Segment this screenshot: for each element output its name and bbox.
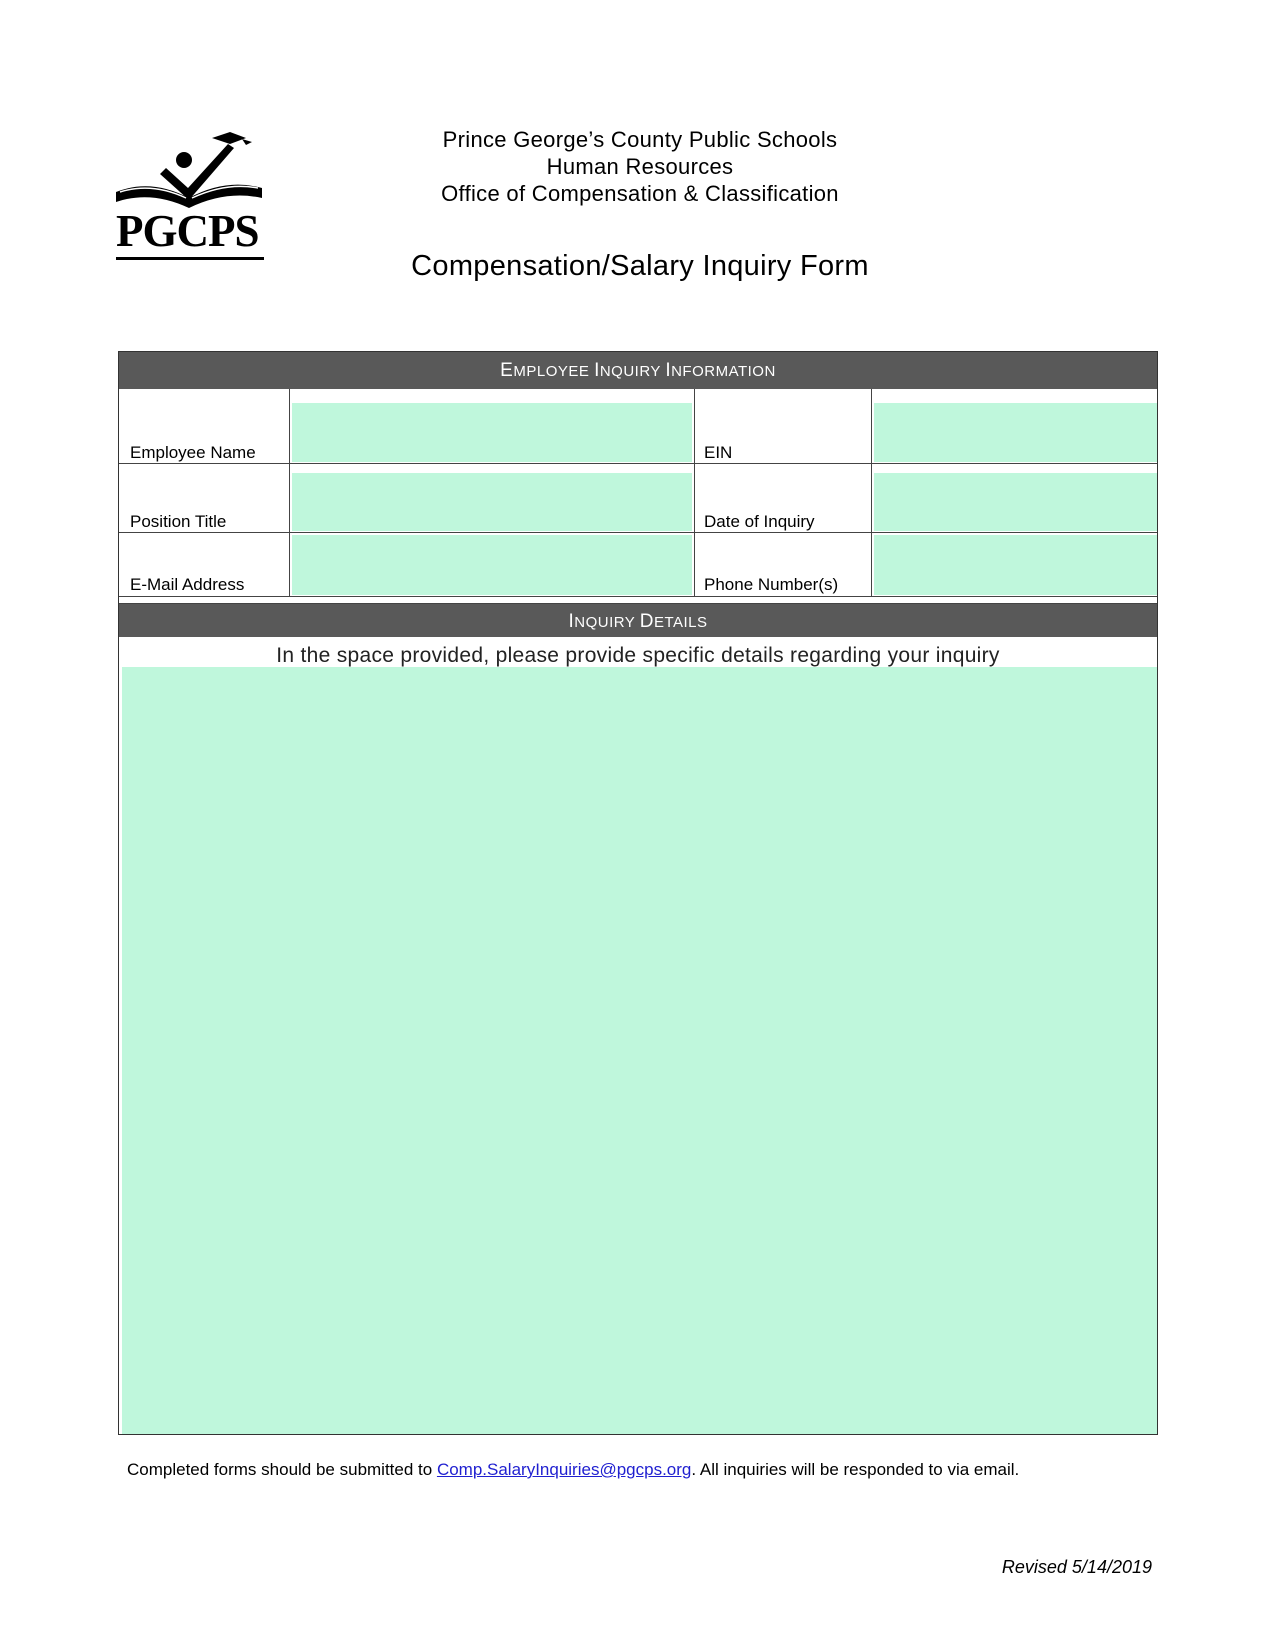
position-title-label: Position Title — [130, 512, 227, 531]
ein-label: EIN — [704, 443, 733, 462]
column-divider — [871, 389, 872, 596]
column-divider — [694, 389, 695, 596]
submission-email-link[interactable]: Comp.SalaryInquiries@pgcps.org — [436, 1460, 692, 1479]
inquiry-form — [118, 351, 1158, 1435]
row-divider — [119, 596, 1157, 597]
phone-numbers-field[interactable] — [874, 535, 1157, 595]
revision-date: Revised 5/14/2019 — [1001, 1557, 1152, 1577]
section1-part-2-small: NQUIRY — [599, 363, 666, 380]
submission-note-before-link: Completed forms should be submitted to — [127, 1460, 437, 1479]
date-of-inquiry-label: Date of Inquiry — [704, 512, 815, 531]
section2-part-1-big: I — [568, 611, 575, 632]
header-line-2: Human Resources — [546, 154, 734, 179]
book-student-emblem-icon — [116, 130, 266, 210]
organization-header — [340, 126, 940, 207]
section1-part-3-small: NFORMATION — [671, 363, 776, 380]
section-header-employee-inquiry-information — [119, 352, 1157, 389]
row-divider — [119, 532, 1157, 533]
date-of-inquiry-field[interactable] — [874, 473, 1157, 531]
email-address-field[interactable] — [292, 535, 692, 595]
section2-part-1-small: NQUIRY — [574, 614, 640, 631]
section2-part-2-big: D — [639, 611, 654, 632]
logo-underline — [116, 257, 264, 260]
ein-field[interactable] — [874, 403, 1157, 462]
header-line-1: Prince George’s County Public Schools — [442, 127, 838, 152]
inquiry-details-prompt: In the space provided, please provide specific details regarding your inquiry — [276, 644, 1000, 667]
section1-part-1-big: E — [500, 360, 514, 381]
phone-numbers-label: Phone Number(s) — [704, 575, 839, 594]
section1-part-2-big: I — [594, 360, 600, 381]
position-title-field[interactable] — [292, 473, 692, 531]
submission-note — [127, 1459, 1019, 1481]
section1-part-3-big: I — [665, 360, 672, 381]
header-line-3: Office of Compensation & Classification — [441, 181, 839, 206]
pgcps-logo — [116, 130, 266, 265]
employee-name-field[interactable] — [292, 403, 692, 462]
column-divider — [289, 389, 290, 596]
section-header-inquiry-details — [119, 604, 1157, 637]
logo-wordmark: PGCPS — [116, 206, 259, 256]
section2-part-2-small: ETAILS — [653, 614, 708, 631]
inquiry-details-textarea[interactable] — [122, 667, 1157, 1434]
row-divider — [119, 463, 1157, 464]
email-address-label: E-Mail Address — [130, 575, 245, 594]
section1-part-1-small: MPLOYEE — [513, 363, 595, 380]
submission-note-after-link: . All inquiries will be responded to via email. — [691, 1460, 1020, 1479]
form-title: Compensation/Salary Inquiry Form — [411, 250, 869, 282]
employee-name-label: Employee Name — [130, 443, 256, 462]
